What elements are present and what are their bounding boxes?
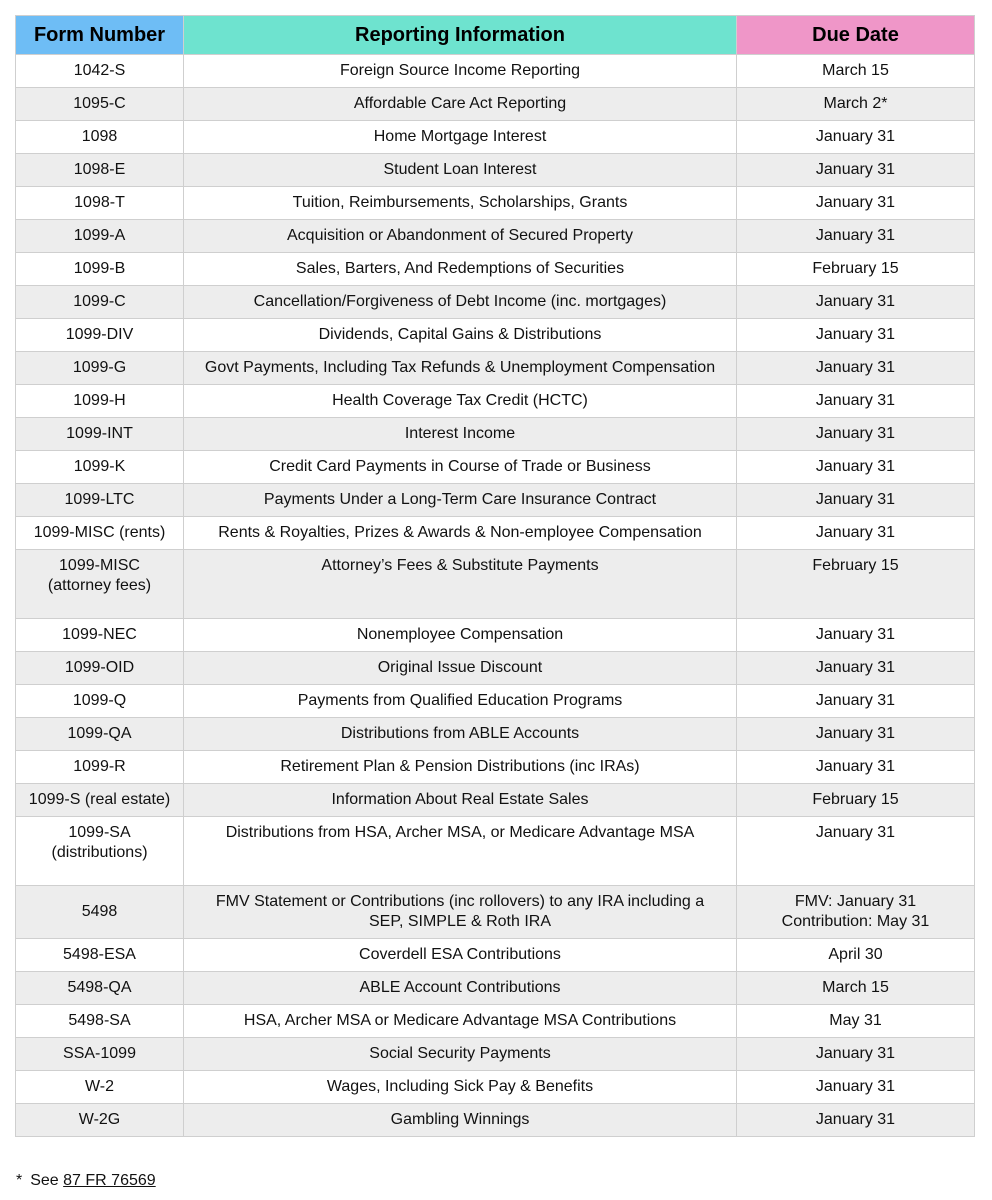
table-row xyxy=(16,718,975,751)
cell-form-number xyxy=(16,187,184,220)
cell-due-date-text: January 31 xyxy=(815,824,896,841)
cell-due-date xyxy=(737,88,975,121)
cell-due-date-text: January 31 xyxy=(815,1045,896,1062)
cell-form-number-text: SSA-1099 xyxy=(63,1045,136,1062)
cell-reporting-information xyxy=(184,517,737,550)
header-form-number: Form Number xyxy=(16,16,184,55)
table-row xyxy=(16,784,975,817)
cell-form-number xyxy=(16,886,184,939)
cell-form-number xyxy=(16,253,184,286)
cell-form-number xyxy=(16,484,184,517)
cell-form-number xyxy=(16,1038,184,1071)
cell-reporting-information-text: Distributions from ABLE Accounts xyxy=(340,725,580,742)
cell-reporting-information xyxy=(184,784,737,817)
table-row xyxy=(16,121,975,154)
cell-due-date xyxy=(737,154,975,187)
cell-reporting-information-text: Wages, Including Sick Pay & Benefits xyxy=(326,1078,594,1095)
cell-form-number xyxy=(16,55,184,88)
cell-due-date-text: January 31 xyxy=(815,725,896,742)
cell-form-number-text: 1099-SA xyxy=(68,824,131,841)
cell-reporting-information-text: Credit Card Payments in Course of Trade or Business xyxy=(269,458,651,475)
table-row xyxy=(16,817,975,886)
cell-due-date-text: February 15 xyxy=(812,791,899,808)
cell-form-number xyxy=(16,817,184,886)
cell-form-number-text: 1099-INT xyxy=(66,425,133,442)
cell-reporting-information-text: Govt Payments, Including Tax Refunds & Unemployment Compensation xyxy=(204,359,716,376)
cell-due-date xyxy=(737,886,975,939)
cell-due-date xyxy=(737,1104,975,1137)
cell-form-number xyxy=(16,517,184,550)
cell-form-number xyxy=(16,352,184,385)
cell-reporting-information-text: HSA, Archer MSA or Medicare Advantage MSA Contributions xyxy=(243,1012,677,1029)
cell-reporting-information xyxy=(184,550,737,619)
footnote-link[interactable]: 87 FR 76569 xyxy=(63,1172,156,1189)
form-due-dates-table xyxy=(15,15,975,1137)
cell-form-number-text: 1099-NEC xyxy=(62,626,137,643)
cell-form-number xyxy=(16,751,184,784)
cell-due-date-text: March 15 xyxy=(822,62,889,79)
cell-form-number xyxy=(16,385,184,418)
cell-form-number-text: 1098-T xyxy=(74,194,125,211)
cell-due-date xyxy=(737,418,975,451)
cell-due-date-text: May 31 xyxy=(829,1012,882,1029)
table-row xyxy=(16,253,975,286)
cell-form-number xyxy=(16,784,184,817)
cell-form-number-text: 1095-C xyxy=(73,95,126,112)
cell-reporting-information xyxy=(184,817,737,886)
cell-due-date-text: January 31 xyxy=(815,1111,896,1128)
cell-due-date-text: January 31 xyxy=(815,659,896,676)
cell-form-number-text: 1099-K xyxy=(73,458,126,475)
cell-form-number-text: 1099-G xyxy=(72,359,127,376)
cell-form-number xyxy=(16,652,184,685)
cell-form-number-text-line2: (attorney fees) xyxy=(47,577,152,594)
cell-form-number-text: 1099-S (real estate) xyxy=(28,791,171,808)
cell-form-number xyxy=(16,451,184,484)
cell-reporting-information-text: ABLE Account Contributions xyxy=(359,979,561,996)
cell-reporting-information-text: Distributions from HSA, Archer MSA, or Medicare Advantage MSA xyxy=(225,824,695,841)
table-row xyxy=(16,619,975,652)
cell-reporting-information xyxy=(184,385,737,418)
cell-due-date-text: January 31 xyxy=(815,161,896,178)
cell-form-number xyxy=(16,418,184,451)
cell-reporting-information xyxy=(184,253,737,286)
table-row xyxy=(16,1104,975,1137)
cell-reporting-information xyxy=(184,1104,737,1137)
cell-reporting-information xyxy=(184,187,737,220)
cell-form-number xyxy=(16,319,184,352)
cell-form-number xyxy=(16,685,184,718)
cell-due-date-text: February 15 xyxy=(812,557,899,574)
cell-reporting-information xyxy=(184,286,737,319)
cell-reporting-information xyxy=(184,154,737,187)
cell-reporting-information-text: Payments from Qualified Education Programs xyxy=(297,692,623,709)
cell-form-number xyxy=(16,286,184,319)
cell-due-date-text: March 15 xyxy=(822,979,889,996)
cell-form-number xyxy=(16,972,184,1005)
table-row xyxy=(16,385,975,418)
cell-reporting-information xyxy=(184,418,737,451)
table-row xyxy=(16,187,975,220)
header-due-date: Due Date xyxy=(737,16,975,55)
cell-form-number-text: 1099-B xyxy=(73,260,126,277)
cell-reporting-information xyxy=(184,319,737,352)
cell-reporting-information-text: Rents & Royalties, Prizes & Awards & Non-employee Compensation xyxy=(218,524,702,541)
cell-reporting-information xyxy=(184,886,737,939)
table-row xyxy=(16,1005,975,1038)
cell-reporting-information-text: Attorney’s Fees & Substitute Payments xyxy=(321,557,599,574)
cell-due-date xyxy=(737,1038,975,1071)
cell-reporting-information-text: Cancellation/Forgiveness of Debt Income (inc. mortgages) xyxy=(253,293,667,310)
cell-form-number-text: 1099-H xyxy=(73,392,126,409)
cell-reporting-information-text: Dividends, Capital Gains & Distributions xyxy=(318,326,602,343)
cell-reporting-information xyxy=(184,619,737,652)
cell-due-date-text: FMV: January 31 xyxy=(794,893,917,910)
cell-reporting-information-text-line2: SEP, SIMPLE & Roth IRA xyxy=(368,913,551,930)
table-row xyxy=(16,55,975,88)
cell-reporting-information-text: Retirement Plan & Pension Distributions (inc IRAs) xyxy=(280,758,640,775)
table-row xyxy=(16,154,975,187)
cell-reporting-information xyxy=(184,88,737,121)
footnote-prefix: See xyxy=(30,1172,59,1189)
cell-due-date xyxy=(737,253,975,286)
cell-reporting-information xyxy=(184,652,737,685)
table-row xyxy=(16,652,975,685)
cell-reporting-information xyxy=(184,352,737,385)
table-row xyxy=(16,1071,975,1104)
cell-due-date xyxy=(737,286,975,319)
cell-form-number-text: 1099-OID xyxy=(64,659,135,676)
cell-due-date xyxy=(737,751,975,784)
cell-form-number-text: 1099-R xyxy=(73,758,126,775)
cell-due-date xyxy=(737,685,975,718)
cell-reporting-information-text: FMV Statement or Contributions (inc rollovers) to any IRA including a xyxy=(215,893,705,910)
cell-due-date-text: January 31 xyxy=(815,293,896,310)
cell-reporting-information xyxy=(184,121,737,154)
cell-reporting-information xyxy=(184,484,737,517)
cell-form-number xyxy=(16,619,184,652)
cell-reporting-information-text: Gambling Winnings xyxy=(390,1111,530,1128)
cell-due-date-text: January 31 xyxy=(815,392,896,409)
cell-reporting-information-text: Sales, Barters, And Redemptions of Securities xyxy=(295,260,625,277)
table-header-row xyxy=(16,16,975,55)
cell-reporting-information-text: Home Mortgage Interest xyxy=(373,128,547,145)
cell-form-number xyxy=(16,1071,184,1104)
cell-form-number-text: 1099-C xyxy=(73,293,126,310)
cell-form-number xyxy=(16,550,184,619)
cell-reporting-information-text: Nonemployee Compensation xyxy=(356,626,564,643)
table-row xyxy=(16,685,975,718)
cell-due-date xyxy=(737,652,975,685)
cell-due-date xyxy=(737,817,975,886)
cell-due-date xyxy=(737,784,975,817)
cell-due-date-text-line2: Contribution: May 31 xyxy=(781,913,930,930)
table-row xyxy=(16,88,975,121)
cell-due-date xyxy=(737,619,975,652)
cell-form-number-text: 1099-Q xyxy=(72,692,127,709)
cell-due-date-text: January 31 xyxy=(815,458,896,475)
cell-reporting-information-text: Affordable Care Act Reporting xyxy=(353,95,567,112)
footnote-marker: * xyxy=(16,1172,23,1189)
cell-reporting-information xyxy=(184,451,737,484)
cell-form-number xyxy=(16,1005,184,1038)
cell-due-date-text: February 15 xyxy=(812,260,899,277)
cell-reporting-information xyxy=(184,220,737,253)
cell-due-date-text: April 30 xyxy=(828,946,883,963)
cell-due-date xyxy=(737,451,975,484)
cell-due-date xyxy=(737,352,975,385)
cell-form-number-text: 5498-QA xyxy=(67,979,132,996)
cell-reporting-information-text: Interest Income xyxy=(404,425,516,442)
header-reporting-information: Reporting Information xyxy=(184,16,737,55)
table-row xyxy=(16,451,975,484)
cell-form-number-text: 1099-MISC xyxy=(59,557,140,574)
table-row xyxy=(16,286,975,319)
cell-due-date xyxy=(737,55,975,88)
cell-due-date-text: January 31 xyxy=(815,1078,896,1095)
cell-due-date-text: January 31 xyxy=(815,128,896,145)
cell-form-number-text: 1099-LTC xyxy=(64,491,135,508)
cell-form-number-text: 1099-MISC (rents) xyxy=(33,524,166,541)
cell-due-date-text: January 31 xyxy=(815,626,896,643)
table-row xyxy=(16,751,975,784)
cell-due-date-text: January 31 xyxy=(815,425,896,442)
cell-form-number-text: W-2 xyxy=(84,1078,115,1095)
cell-due-date-text: January 31 xyxy=(815,326,896,343)
cell-form-number-text: 5498-SA xyxy=(68,1012,131,1029)
cell-reporting-information-text: Social Security Payments xyxy=(369,1045,551,1062)
cell-due-date xyxy=(737,718,975,751)
cell-reporting-information-text: Student Loan Interest xyxy=(383,161,537,178)
cell-form-number-text: 1099-A xyxy=(73,227,126,244)
cell-due-date-text: March 2* xyxy=(823,95,888,112)
cell-due-date-text: January 31 xyxy=(815,359,896,376)
cell-reporting-information-text: Original Issue Discount xyxy=(377,659,543,676)
cell-due-date xyxy=(737,484,975,517)
cell-due-date xyxy=(737,319,975,352)
cell-due-date xyxy=(737,550,975,619)
cell-form-number-text-line2: (distributions) xyxy=(51,844,148,861)
table-row xyxy=(16,550,975,619)
cell-form-number-text: 1042-S xyxy=(73,62,126,79)
cell-form-number-text: 5498 xyxy=(81,903,118,920)
footnote xyxy=(16,1172,156,1190)
cell-due-date-text: January 31 xyxy=(815,692,896,709)
table-row xyxy=(16,1038,975,1071)
table-row xyxy=(16,484,975,517)
cell-reporting-information xyxy=(184,1038,737,1071)
table-body xyxy=(16,55,975,1137)
cell-form-number xyxy=(16,121,184,154)
cell-reporting-information xyxy=(184,1071,737,1104)
cell-form-number-text: 1098 xyxy=(81,128,118,145)
cell-form-number-text: 1099-QA xyxy=(67,725,132,742)
table-row xyxy=(16,418,975,451)
cell-form-number xyxy=(16,1104,184,1137)
cell-form-number-text: W-2G xyxy=(78,1111,121,1128)
table-row xyxy=(16,972,975,1005)
cell-form-number xyxy=(16,88,184,121)
table-row xyxy=(16,517,975,550)
cell-reporting-information xyxy=(184,55,737,88)
cell-due-date xyxy=(737,187,975,220)
cell-due-date xyxy=(737,385,975,418)
table-row xyxy=(16,220,975,253)
table-row xyxy=(16,352,975,385)
cell-form-number xyxy=(16,939,184,972)
cell-form-number-text: 1098-E xyxy=(73,161,126,178)
cell-due-date-text: January 31 xyxy=(815,758,896,775)
cell-reporting-information xyxy=(184,1005,737,1038)
cell-reporting-information xyxy=(184,685,737,718)
table-row xyxy=(16,319,975,352)
cell-reporting-information-text: Payments Under a Long-Term Care Insurance Contract xyxy=(263,491,657,508)
cell-reporting-information-text: Acquisition or Abandonment of Secured Property xyxy=(287,227,633,244)
cell-due-date xyxy=(737,939,975,972)
cell-reporting-information-text: Health Coverage Tax Credit (HCTC) xyxy=(332,392,588,409)
cell-reporting-information xyxy=(184,718,737,751)
cell-due-date xyxy=(737,1005,975,1038)
table-row xyxy=(16,886,975,939)
cell-due-date xyxy=(737,121,975,154)
cell-due-date-text: January 31 xyxy=(815,227,896,244)
cell-reporting-information-text: Coverdell ESA Contributions xyxy=(359,946,561,963)
cell-due-date xyxy=(737,972,975,1005)
cell-form-number xyxy=(16,718,184,751)
cell-reporting-information-text: Foreign Source Income Reporting xyxy=(339,62,581,79)
cell-due-date xyxy=(737,1071,975,1104)
cell-due-date-text: January 31 xyxy=(815,524,896,541)
cell-form-number xyxy=(16,220,184,253)
cell-due-date xyxy=(737,517,975,550)
cell-reporting-information xyxy=(184,751,737,784)
cell-reporting-information-text: Information About Real Estate Sales xyxy=(331,791,589,808)
cell-form-number-text: 5498-ESA xyxy=(63,946,136,963)
cell-due-date-text: January 31 xyxy=(815,491,896,508)
cell-due-date xyxy=(737,220,975,253)
table-row xyxy=(16,939,975,972)
cell-reporting-information-text: Tuition, Reimbursements, Scholarships, Grants xyxy=(292,194,628,211)
cell-form-number-text: 1099-DIV xyxy=(65,326,134,343)
cell-due-date-text: January 31 xyxy=(815,194,896,211)
cell-reporting-information xyxy=(184,972,737,1005)
cell-form-number xyxy=(16,154,184,187)
cell-reporting-information xyxy=(184,939,737,972)
